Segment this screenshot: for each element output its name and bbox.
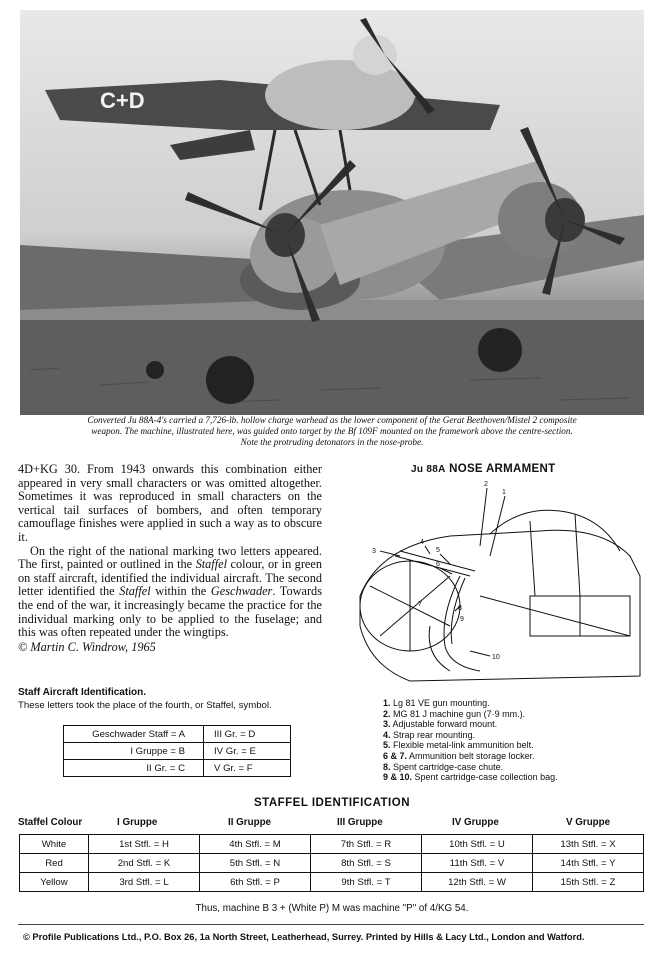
title-main: NOSE ARMAMENT xyxy=(449,463,556,475)
legend-text: Flexible metal-link ammunition belt. xyxy=(393,740,534,751)
table-cell: II Gr. = C xyxy=(64,760,204,777)
table-row xyxy=(20,835,644,854)
table-cell: V Gr. = F xyxy=(204,760,291,777)
legend-item xyxy=(383,730,558,741)
legend-num: 4. xyxy=(383,729,391,740)
photo-caption xyxy=(18,415,646,448)
legend-num: 6 & 7. xyxy=(383,750,408,761)
table-cell: Yellow xyxy=(20,873,89,892)
table-cell: I Gruppe = B xyxy=(64,743,204,760)
para2-part: within the xyxy=(150,584,211,599)
para2-part: colour, or in green on staff aircraft, identified the individual aircraft. The second letter identified the xyxy=(18,557,322,599)
body-paragraph-2 xyxy=(18,545,322,640)
legend-num: 1. xyxy=(383,698,391,708)
callout-10: 10 xyxy=(492,654,500,661)
table-cell: Geschwader Staff = A xyxy=(64,726,204,743)
callout-9: 9 xyxy=(460,616,464,623)
caption-line-3: Note the protruding detonators in the nose-probe. xyxy=(240,437,424,447)
mistel-aircraft-illustration xyxy=(20,10,644,415)
nose-armament-diagram xyxy=(340,476,646,688)
body-paragraph-1: 4D+KG 30. From 1943 onwards this combination either appeared in very small characters or was omitted altogether. Sometimes it was reproduced in small characters on the vertical tail surfaces of bombers, and often temporary camouflage finishes were applied in such a way as to obscure it. xyxy=(18,462,322,544)
table-cell: 7th Stfl. = R xyxy=(311,835,422,854)
callout-6: 6 xyxy=(436,561,440,568)
caption-line-1: Converted Ju 88A-4's carried a 7,726-lb. hollow charge warhead as the lower component of the Gerat Beethoven/Mistel 2 composite xyxy=(87,415,577,425)
table-cell: 14th Stfl. = Y xyxy=(533,854,644,873)
header-v-gruppe: V Gruppe xyxy=(566,817,611,828)
staffel-table xyxy=(19,834,644,892)
staffel-footnote: Thus, machine B 3 + (White P) M was machine "P" of 4/KG 54. xyxy=(195,903,469,914)
legend-text: MG 81 J machine gun (7·9 mm.). xyxy=(393,708,526,719)
nose-armament-title xyxy=(411,463,555,475)
legend-item xyxy=(383,772,558,783)
legend-num: 9 & 10. xyxy=(383,772,413,783)
staffel-title: STAFFEL IDENTIFICATION xyxy=(253,797,411,809)
callout-2: 2 xyxy=(484,481,488,488)
callout-5: 5 xyxy=(436,547,440,554)
table-cell: 1st Stfl. = H xyxy=(89,835,200,854)
table-cell: 3rd Stfl. = L xyxy=(89,873,200,892)
table-cell: 13th Stfl. = X xyxy=(533,835,644,854)
callout-1: 1 xyxy=(502,489,506,496)
legend-text: Adjustable forward mount. xyxy=(392,719,498,730)
table-row xyxy=(20,873,644,892)
publisher-footer: © Profile Publications Ltd., P.O. Box 26, 1a North Street, Leatherhead, Surrey. Printed by Hills & Lacy Ltd., London and Watford. xyxy=(23,932,585,942)
table-cell: 5th Stfl. = N xyxy=(200,854,311,873)
table-cell: White xyxy=(20,835,89,854)
legend-num: 3. xyxy=(383,719,391,730)
geschwader-term: Geschwader xyxy=(210,584,273,599)
table-row xyxy=(64,760,291,777)
callout-7: 7 xyxy=(418,601,422,608)
author-copyright: © Martin C. Windrow, 1965 xyxy=(18,639,156,654)
table-cell: 12th Stfl. = W xyxy=(422,873,533,892)
legend-item xyxy=(383,740,558,751)
table-row xyxy=(64,743,291,760)
legend-text: Spent cartridge-case chute. xyxy=(393,761,504,772)
table-row xyxy=(64,726,291,743)
legend-num: 2. xyxy=(383,708,391,719)
table-cell: 6th Stfl. = P xyxy=(200,873,311,892)
table-cell: III Gr. = D xyxy=(204,726,291,743)
staffel-term: Staffel xyxy=(195,557,228,572)
body-text xyxy=(18,463,322,654)
legend-text: Spent cartridge-case collection bag. xyxy=(414,772,558,783)
legend-text: Lg 81 VE gun mounting. xyxy=(393,698,490,708)
table-row xyxy=(20,854,644,873)
table-cell: 15th Stfl. = Z xyxy=(533,873,644,892)
table-cell: IV Gr. = E xyxy=(204,743,291,760)
callout-3: 3 xyxy=(372,548,376,555)
legend-text: Ammunition belt storage locker. xyxy=(409,750,535,761)
header-staffel-colour: Staffel Colour xyxy=(18,817,83,828)
callout-4: 4 xyxy=(420,539,424,546)
table-cell: Red xyxy=(20,854,89,873)
title-prefix: Ju 88A xyxy=(411,464,446,475)
header-iii-gruppe: III Gruppe xyxy=(337,817,383,828)
legend-item xyxy=(383,751,558,762)
legend-item xyxy=(383,709,558,720)
staff-table xyxy=(63,725,291,777)
legend-text: Strap rear mounting. xyxy=(393,729,476,740)
legend-item xyxy=(383,719,558,730)
table-cell: 11th Stfl. = V xyxy=(422,854,533,873)
table-cell: 4th Stfl. = M xyxy=(200,835,311,854)
legend-item xyxy=(383,762,558,773)
callout-8: 8 xyxy=(458,605,462,612)
footer-divider xyxy=(18,924,644,925)
aircraft-photo xyxy=(20,10,644,415)
legend-num: 8. xyxy=(383,761,391,772)
staff-description: These letters took the place of the fourth, or Staffel, symbol. xyxy=(18,700,272,711)
nose-armament-legend xyxy=(383,698,558,783)
staff-heading: Staff Aircraft Identification. xyxy=(18,687,146,698)
legend-item xyxy=(383,698,558,709)
header-iv-gruppe: IV Gruppe xyxy=(452,817,499,828)
header-ii-gruppe: II Gruppe xyxy=(228,817,272,828)
table-cell: 2nd Stfl. = K xyxy=(89,854,200,873)
header-i-gruppe: I Gruppe xyxy=(117,817,158,828)
table-cell: 10th Stfl. = U xyxy=(422,835,533,854)
para2-part: On the right of the national marking two letters appeared. The first, painted or outlined in the xyxy=(18,543,322,572)
staffel-term: Staffel xyxy=(119,584,151,599)
caption-line-2: weapon. The machine, illustrated here, was guided onto target by the Bf 109F mounted on the framework above the centre-section. xyxy=(91,426,573,436)
table-cell: 9th Stfl. = T xyxy=(311,873,422,892)
legend-num: 5. xyxy=(383,740,391,751)
para2-part: . Towards the end of the war, it increasingly became the practice for the individual marking only to be applied to the fuselage; and this was often repeated under the wingtips. xyxy=(18,584,322,640)
table-cell: 8th Stfl. = S xyxy=(311,854,422,873)
fuselage-marking: C+D xyxy=(100,88,145,113)
